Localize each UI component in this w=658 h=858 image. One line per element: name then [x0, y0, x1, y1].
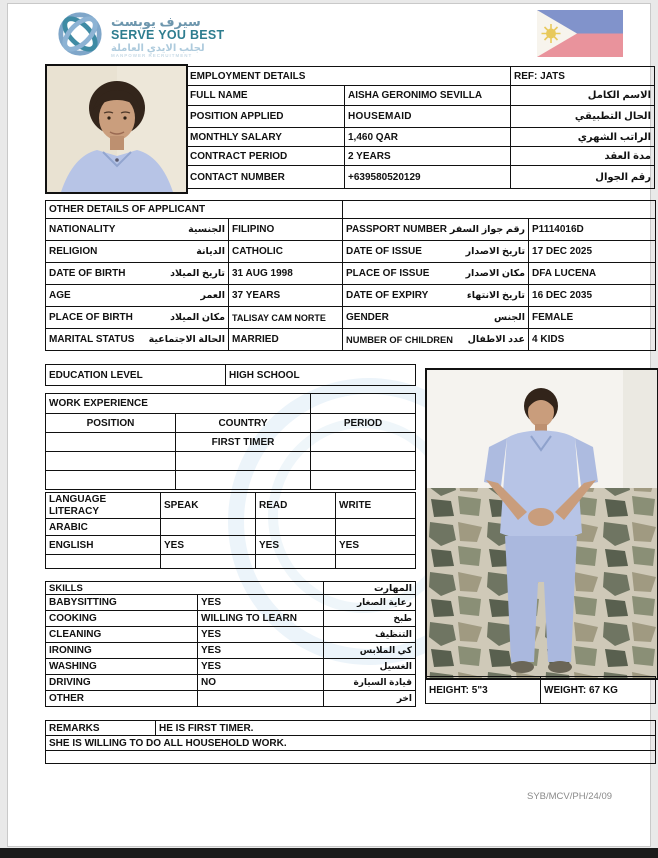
column-header: COUNTRY — [176, 414, 311, 433]
detail-label-arabic: مكان الميلاد — [170, 312, 225, 323]
experience-period — [311, 452, 416, 471]
other-details-table — [45, 200, 656, 351]
skill-value: YES — [198, 595, 324, 611]
skill-label-arabic: الغسيل — [324, 659, 416, 675]
detail-value: DFA LUCENA — [529, 263, 656, 285]
applicant-fullbody-photo — [425, 368, 658, 680]
detail-value: FEMALE — [529, 307, 656, 329]
table-row — [46, 519, 416, 536]
table-row — [46, 471, 416, 490]
employment-label: FULL NAME — [187, 86, 345, 106]
detail-label-arabic: العمر — [200, 290, 225, 301]
employment-label-arabic: الحال التطبيقي — [511, 106, 655, 128]
language-read — [256, 555, 336, 569]
detail-label: NATIONALITY — [49, 224, 116, 235]
detail-value: P1114016D — [529, 219, 656, 241]
remarks-line3-empty — [46, 751, 656, 764]
work-experience-table — [45, 393, 416, 490]
detail-value: 4 KIDS — [529, 329, 656, 351]
skill-label-arabic: كي الملابس — [324, 643, 416, 659]
employment-label-arabic: رقم الجوال — [511, 166, 655, 189]
skill-value: NO — [198, 675, 324, 691]
detail-label: GENDER — [346, 312, 389, 323]
detail-value: FILIPINO — [229, 219, 343, 241]
employment-label-arabic: الراتب الشهري — [511, 128, 655, 147]
table-row — [187, 128, 655, 147]
detail-label: DATE OF EXPIRY — [346, 290, 429, 301]
column-header: READ — [256, 493, 336, 519]
detail-label: PLACE OF BIRTH — [49, 312, 133, 323]
table-row — [46, 263, 656, 285]
experience-country — [176, 471, 311, 490]
skill-label-arabic: قيادة السيارة — [324, 675, 416, 691]
employment-ref: REF: JATS — [511, 67, 655, 86]
table-row — [46, 452, 416, 471]
detail-label-arabic: تاريخ الميلاد — [170, 268, 225, 279]
experience-country: FIRST TIMER — [176, 433, 311, 452]
work-experience-title: WORK EXPERIENCE — [46, 394, 311, 414]
employment-value: +639580520129 — [345, 166, 511, 189]
table-row — [46, 241, 656, 263]
skill-value: YES — [198, 659, 324, 675]
applicant-portrait-photo — [45, 64, 188, 194]
skills-title: SKILLS — [46, 582, 324, 595]
experience-position — [46, 433, 176, 452]
detail-label: PLACE OF ISSUE — [346, 268, 430, 279]
globe-logo-icon — [55, 10, 105, 63]
table-row — [46, 555, 416, 569]
skills-title-arabic: المهارت — [324, 582, 416, 595]
other-details-title: OTHER DETAILS OF APPLICANT — [46, 201, 343, 219]
table-row — [46, 675, 416, 691]
table-row — [46, 627, 416, 643]
education-value: HIGH SCHOOL — [226, 365, 416, 386]
detail-label: DATE OF ISSUE — [346, 246, 422, 257]
employment-value-position: HOUSEMAID — [345, 106, 511, 128]
experience-period — [311, 433, 416, 452]
skill-value: YES — [198, 627, 324, 643]
agency-name-arabic: سيرف يوبست — [111, 13, 201, 29]
table-row — [46, 643, 416, 659]
detail-value: 17 DEC 2025 — [529, 241, 656, 263]
table-row — [187, 166, 655, 189]
detail-label-arabic: رقم جواز السفر — [449, 224, 526, 235]
table-row — [46, 536, 416, 555]
philippines-flag — [537, 10, 623, 62]
employment-label: POSITION APPLIED — [187, 106, 345, 128]
experience-position — [46, 471, 176, 490]
skills-table — [45, 581, 416, 707]
table-row — [46, 691, 416, 707]
language-speak — [161, 519, 256, 536]
employment-label: MONTHLY SALARY — [187, 128, 345, 147]
language-read: YES — [256, 536, 336, 555]
language-literacy-title: LANGUAGE LITERACY — [46, 493, 161, 519]
weight-value: WEIGHT: 67 KG — [541, 677, 656, 704]
document-reference: SYB/MCV/PH/24/09 — [527, 791, 613, 802]
language-literacy-table — [45, 492, 416, 569]
language-name: ENGLISH — [46, 536, 161, 555]
experience-country — [176, 452, 311, 471]
experience-period — [311, 471, 416, 490]
table-row — [187, 147, 655, 166]
remarks-title: REMARKS — [46, 721, 156, 736]
skill-label-arabic: طبخ — [324, 611, 416, 627]
detail-label-arabic: الحالة الاجتماعية — [148, 334, 225, 345]
detail-label: MARITAL STATUS — [49, 334, 135, 345]
agency-tagline-arabic: لجلب الايدي العاملة — [111, 42, 205, 54]
column-header: WRITE — [336, 493, 416, 519]
height-value: HEIGHT: 5"3 — [426, 677, 541, 704]
table-row — [46, 611, 416, 627]
employment-label-arabic: الاسم الكامل — [511, 86, 655, 106]
employment-details-table — [186, 66, 655, 189]
column-header: SPEAK — [161, 493, 256, 519]
education-label: EDUCATION LEVEL — [46, 365, 226, 386]
skill-label-arabic: التنظيف — [324, 627, 416, 643]
language-speak — [161, 555, 256, 569]
skill-value: YES — [198, 643, 324, 659]
detail-value: MARRIED — [229, 329, 343, 351]
detail-value: 37 YEARS — [229, 285, 343, 307]
detail-label: DATE OF BIRTH — [49, 268, 126, 279]
skill-label: DRIVING — [46, 675, 198, 691]
table-row — [46, 595, 416, 611]
skill-label: IRONING — [46, 643, 198, 659]
detail-label-arabic: عدد الاطفال — [467, 334, 526, 345]
agency-logo-text — [111, 15, 225, 59]
skill-value: WILLING TO LEARN — [198, 611, 324, 627]
table-row — [187, 106, 655, 128]
skill-label: COOKING — [46, 611, 198, 627]
column-header: POSITION — [46, 414, 176, 433]
language-speak: YES — [161, 536, 256, 555]
employment-label-arabic: مدة العقد — [511, 147, 655, 166]
table-row — [46, 433, 416, 452]
table-row — [46, 219, 656, 241]
detail-label: PASSPORT NUMBER — [346, 224, 447, 235]
bottom-black-bar — [0, 848, 658, 858]
table-row — [46, 285, 656, 307]
skill-label-arabic: اخر — [324, 691, 416, 707]
employment-label: CONTACT NUMBER — [187, 166, 345, 189]
agency-logo — [55, 10, 225, 63]
detail-label-arabic: الجنسية — [188, 224, 225, 235]
detail-label-arabic: تاريخ الانتهاء — [466, 290, 526, 301]
employment-value: 2 YEARS — [345, 147, 511, 166]
language-write — [336, 519, 416, 536]
detail-label-arabic: الجنس — [494, 312, 526, 323]
remarks-line2: SHE IS WILLING TO DO ALL HOUSEHOLD WORK. — [46, 736, 656, 751]
skill-label-arabic: رعاية الصغار — [324, 595, 416, 611]
skill-label: WASHING — [46, 659, 198, 675]
detail-label: RELIGION — [49, 246, 98, 257]
skill-label: OTHER — [46, 691, 198, 707]
detail-value: 31 AUG 1998 — [229, 263, 343, 285]
language-write — [336, 555, 416, 569]
table-row — [187, 86, 655, 106]
detail-label-arabic: مكان الاصدار — [465, 268, 526, 279]
table-row — [46, 659, 416, 675]
detail-label: NUMBER OF CHILDREN — [346, 334, 453, 345]
detail-value: TALISAY CAM NORTE — [229, 307, 343, 329]
detail-value: 16 DEC 2035 — [529, 285, 656, 307]
detail-label-arabic: الديانة — [196, 246, 225, 257]
language-name — [46, 555, 161, 569]
employment-title: EMPLOYMENT DETAILS — [187, 67, 511, 86]
table-row — [46, 329, 656, 351]
language-read — [256, 519, 336, 536]
detail-label-arabic: تاريخ الاصدار — [465, 246, 526, 257]
employment-value: AISHA GERONIMO SEVILLA — [345, 86, 511, 106]
skill-label: CLEANING — [46, 627, 198, 643]
employment-label: CONTRACT PERIOD — [187, 147, 345, 166]
education-level-table — [45, 364, 416, 386]
employment-value: 1,460 QAR — [345, 128, 511, 147]
column-header: PERIOD — [311, 414, 416, 433]
skill-label: BABYSITTING — [46, 595, 198, 611]
language-name: ARABIC — [46, 519, 161, 536]
agency-name-english: SERVE YOU BEST — [111, 27, 225, 42]
detail-label: AGE — [49, 290, 71, 301]
table-row — [46, 307, 656, 329]
agency-tagline-english: MANPOWER RECRUITMENT — [111, 52, 193, 58]
skill-value — [198, 691, 324, 707]
detail-value: CATHOLIC — [229, 241, 343, 263]
remarks-line1: HE IS FIRST TIMER. — [156, 721, 656, 736]
experience-position — [46, 452, 176, 471]
height-weight-table — [425, 676, 656, 704]
other-details-title-spacer — [343, 201, 656, 219]
work-experience-title-spacer — [311, 394, 416, 414]
remarks-table — [45, 720, 656, 764]
language-write: YES — [336, 536, 416, 555]
